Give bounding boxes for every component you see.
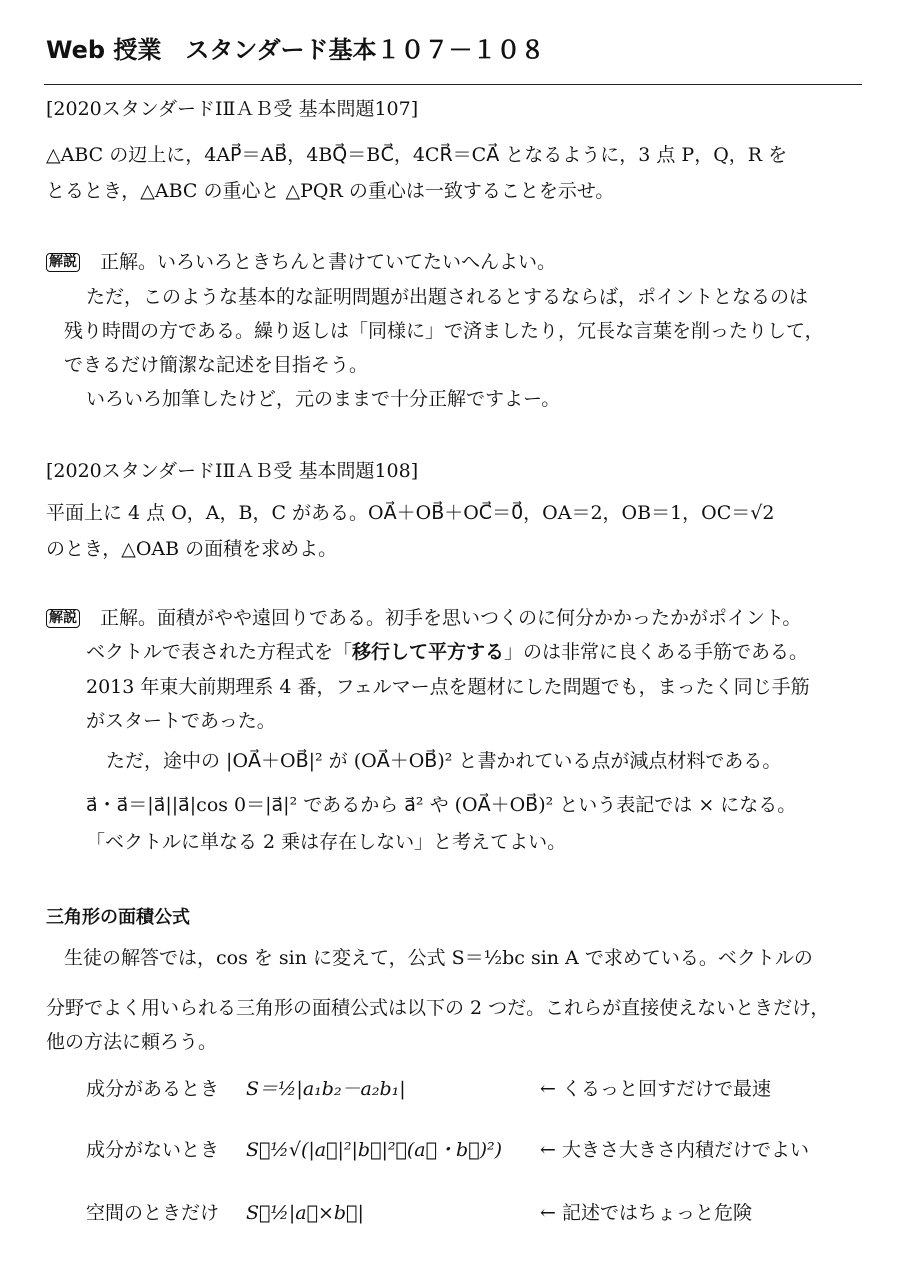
formula-row-note: ← 記述ではちょっと危険 [540,1202,752,1224]
problem-108-line-2: のとき，△OAB の面積を求めよ。 [46,538,338,560]
formula-row-formula: S＝½|a₁b₂－a₂b₁| [246,1078,406,1100]
problem-108-source: [2020スタンダードⅠⅡＡＢ受 基本問題108] [46,460,419,482]
area-para-line-1: 生徒の解答では，cos を sin に変えて，公式 S＝½bc sin A で求めている。ベクトルの [64,947,813,969]
problem-107-line-1: △ABC の辺上に，4AP⃗＝AB⃗，4BQ⃗＝BC⃗，4CR⃗＝CA⃗ となるように，3 点 P，Q，R を [46,144,788,166]
comment-108-line-5: ただ，途中の |OA⃗＋OB⃗|² が (OA⃗＋OB⃗)² と書かれている点が減点材料である。 [106,750,782,772]
comment-108-emphasis: 移行して平方する [352,641,505,663]
commentary-badge: 解説 [46,253,80,272]
formula-row-note: ← 大きさ大きさ内積だけでよい [540,1139,809,1161]
comment-108-line-2-pre: ベクトルで表された方程式を「 [86,641,353,663]
commentary-badge: 解説 [46,609,80,628]
comment-107-line-4: できるだけ簡潔な記述を目指そう。 [64,354,369,376]
formula-row-label: 成分がないとき [86,1139,220,1161]
section-heading: 三角形の面積公式 [46,907,190,928]
comment-108-line-3: 2013 年東大前期理系 4 番，フェルマー点を題材にした問題でも，まったく同じ手筋 [86,676,810,698]
problem-107-line-2: とるとき，△ABC の重心と △PQR の重心は一致することを示せ。 [46,180,615,202]
comment-108-line-1: 正解。面積がやや遠回りである。初手を思いつくのに何分かかったかがポイント。 [100,607,802,629]
formula-row-label: 空間のときだけ [86,1202,220,1224]
comment-107-line-5: いろいろ加筆したけど，元のままで十分正解ですよー。 [86,388,561,410]
comment-107-line-1: 正解。いろいろときちんと書けていてたいへんよい。 [100,251,557,273]
title-divider [44,84,862,85]
problem-108-line-1: 平面上に 4 点 O，A，B，C がある。OA⃗＋OB⃗＋OC⃗＝0⃗，OA＝2，OB＝1，OC＝√2 [46,502,775,524]
comment-107-line-3: 残り時間の方である。繰り返しは「同様に」で済ましたり，冗長な言葉を削ったりして， [64,320,824,342]
formula-row-label: 成分があるとき [86,1078,220,1100]
comment-108-line-2 [86,643,808,662]
comment-108-line-6: a⃗・a⃗＝|a⃗||a⃗|cos 0＝|a⃗|² であるから a⃗² や (OA⃗＋OB⃗)² という表記では × になる。 [86,794,797,816]
formula-row-formula: S＝½√(|a⃗|²|b⃗|²－(a⃗・b⃗)²) [246,1139,503,1161]
area-para-line-3: 他の方法に頼ろう。 [46,1031,218,1053]
area-para-line-2: 分野でよく用いられる三角形の面積公式は以下の 2 つだ。これらが直接使えないときだけ， [46,997,830,1019]
problem-107-source: [2020スタンダードⅠⅡＡＢ受 基本問題107] [46,98,419,120]
comment-107-line-2: ただ，このような基本的な証明問題が出題されるとするならば，ポイントとなるのは [86,286,809,308]
comment-108-line-2-post: 」のは非常に良くある手筋である。 [504,641,809,663]
comment-107-first-line [46,253,556,272]
comment-108-first-line [46,609,801,628]
formula-row-note: ← くるっと回すだけで最速 [540,1078,771,1100]
comment-108-line-7: 「ベクトルに単なる 2 乗は存在しない」と考えてよい。 [86,831,567,853]
comment-108-line-4: がスタートであった。 [86,710,276,732]
formula-row-formula: S＝½|a⃗×b⃗| [246,1202,364,1224]
page-title: Web 授業 スタンダード基本１０７－１０８ [46,36,545,64]
